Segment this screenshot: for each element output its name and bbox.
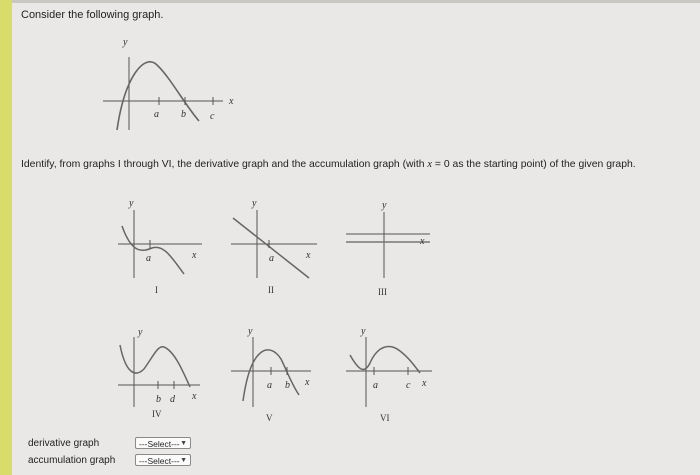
option-numeral-V: V [266,413,273,423]
svg-text:a: a [373,380,378,391]
chevron-down-icon: ▼ [180,457,187,464]
svg-text:x: x [192,250,197,261]
option-graph-II [225,198,325,298]
derivative-graph-label: derivative graph [28,438,100,449]
option-graph-V [225,325,325,425]
svg-text:a: a [269,253,274,264]
svg-text:x: x [305,377,310,388]
option-numeral-II: II [268,285,274,295]
option-numeral-IV: IV [152,409,162,419]
svg-text:b: b [156,394,161,405]
given-y-label: y [123,37,128,48]
svg-text:x: x [306,250,311,261]
svg-text:y: y [252,198,257,209]
given-x-label: x [229,96,234,107]
svg-text:a: a [146,253,151,264]
option-graph-I [112,198,212,298]
svg-text:x: x [420,236,425,247]
left-accent-bar [0,0,12,475]
option-numeral-I: I [155,285,158,295]
svg-text:y: y [382,200,387,211]
top-border [12,0,700,3]
derivative-answer-row [28,438,133,449]
option-graph-IV [112,325,212,425]
option-graph-III [340,198,440,298]
question-prompt: Consider the following graph. [21,9,164,21]
option-numeral-III: III [378,287,387,297]
given-point-c: c [210,111,215,122]
option-graph-VI [340,325,440,425]
option-numeral-VI: VI [380,413,390,423]
svg-text:x: x [422,378,427,389]
derivative-graph-select[interactable]: ---Select--- ▼ [135,437,191,449]
given-graph [95,35,245,130]
svg-text:y: y [129,198,134,209]
svg-text:c: c [406,380,411,391]
instruction-variable: x [427,159,433,170]
accumulation-graph-select[interactable]: ---Select--- ▼ [135,454,191,466]
accumulation-answer-row [28,455,133,466]
svg-text:b: b [285,380,290,391]
svg-text:y: y [248,326,253,337]
svg-text:d: d [170,394,175,405]
given-point-a: a [154,109,159,120]
accumulation-graph-label: accumulation graph [28,455,116,466]
chevron-down-icon: ▼ [180,440,187,447]
svg-text:a: a [267,380,272,391]
given-point-b: b [181,109,186,120]
svg-text:x: x [192,391,197,402]
instruction-text: Identify, from graphs I through VI, the derivative graph and the accumulation graph (with x = 0 as the starting point) of the given graph. [21,159,636,170]
svg-text:y: y [361,326,366,337]
svg-text:y: y [138,327,143,338]
